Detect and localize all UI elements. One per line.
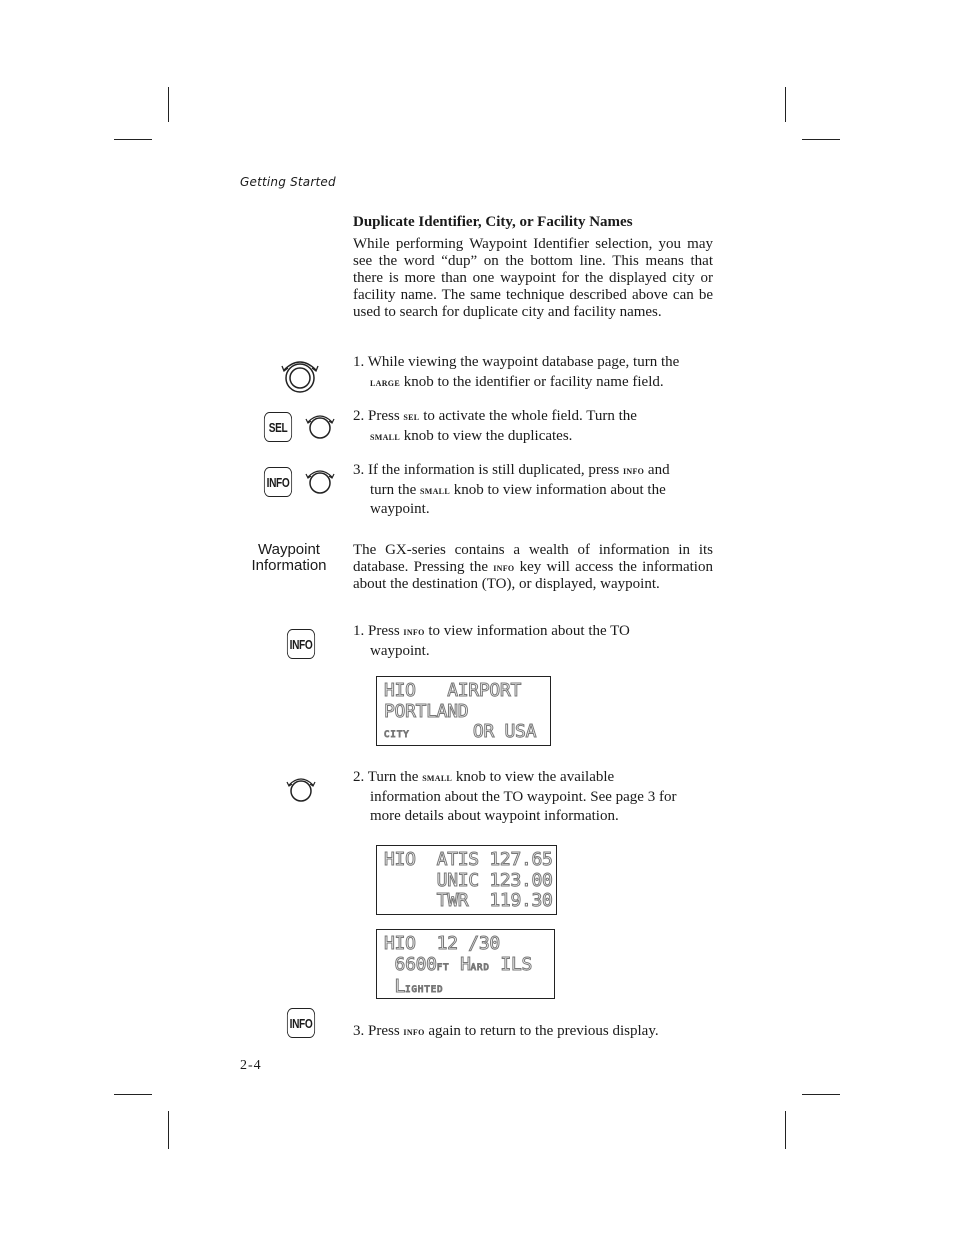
crop-mark — [168, 87, 169, 122]
section-heading: Duplicate Identifier, City, or Facility Names — [353, 214, 633, 230]
info-key-icon: INFO — [264, 467, 292, 497]
dup-step-2: 2. Press sel to activate the whole field. Turn the small knob to view the duplicates. — [353, 408, 637, 444]
waypoint-step-2: 2. Turn the small knob to view the available information about the TO waypoint. See page 3 for more details about waypoint information. — [353, 769, 677, 824]
page-number: 2-4 — [240, 1058, 262, 1073]
small-knob-icon — [304, 411, 336, 441]
crop-mark — [168, 1111, 169, 1149]
crop-mark — [114, 139, 152, 140]
info-key-icon: INFO — [287, 1008, 315, 1038]
dup-step-3: 3. If the information is still duplicated, press info and turn the small knob to view information about the waypoint. — [353, 462, 670, 517]
small-knob-icon — [285, 774, 317, 804]
crop-mark — [802, 139, 840, 140]
crop-mark — [802, 1094, 840, 1095]
crop-mark — [114, 1094, 152, 1095]
dup-step-1: 1. While viewing the waypoint database page, turn the large knob to the identifier or facility name field. — [353, 354, 680, 390]
lcd-display-runway: HIO 12 /30 6600ft Hard ILS Lighted — [376, 929, 555, 999]
sel-key-icon: SEL — [264, 412, 292, 442]
crop-mark — [785, 1111, 786, 1149]
lcd-display-frequencies: HIO ATIS 127.65 UNIC 123.00 TWR 119.30 — [376, 845, 557, 915]
info-key-icon: INFO — [287, 629, 315, 659]
dup-paragraph: While performing Waypoint Identifier selection, you may see the word “dup” on the bottom line. This means that there is more than one waypoint for the displayed city or facility name. The same technique described above can be used to search for duplicate city and facility names. — [353, 236, 713, 320]
side-label: Waypoint Information — [251, 541, 327, 574]
crop-mark — [785, 87, 786, 122]
lcd-display-airport: HIO AIRPORT PORTLAND city OR USA — [376, 676, 551, 746]
waypoint-paragraph: The GX-series contains a wealth of information in its database. Pressing the info key will access the information about the destination (TO), or displayed, waypoint. — [353, 542, 713, 592]
waypoint-step-1: 1. Press info to view information about the TO waypoint. — [353, 623, 630, 659]
running-header: Getting Started — [240, 175, 336, 189]
small-knob-icon — [304, 466, 336, 496]
large-knob-icon — [279, 356, 321, 396]
waypoint-step-3: 3. Press info again to return to the previous display. — [353, 1023, 659, 1039]
